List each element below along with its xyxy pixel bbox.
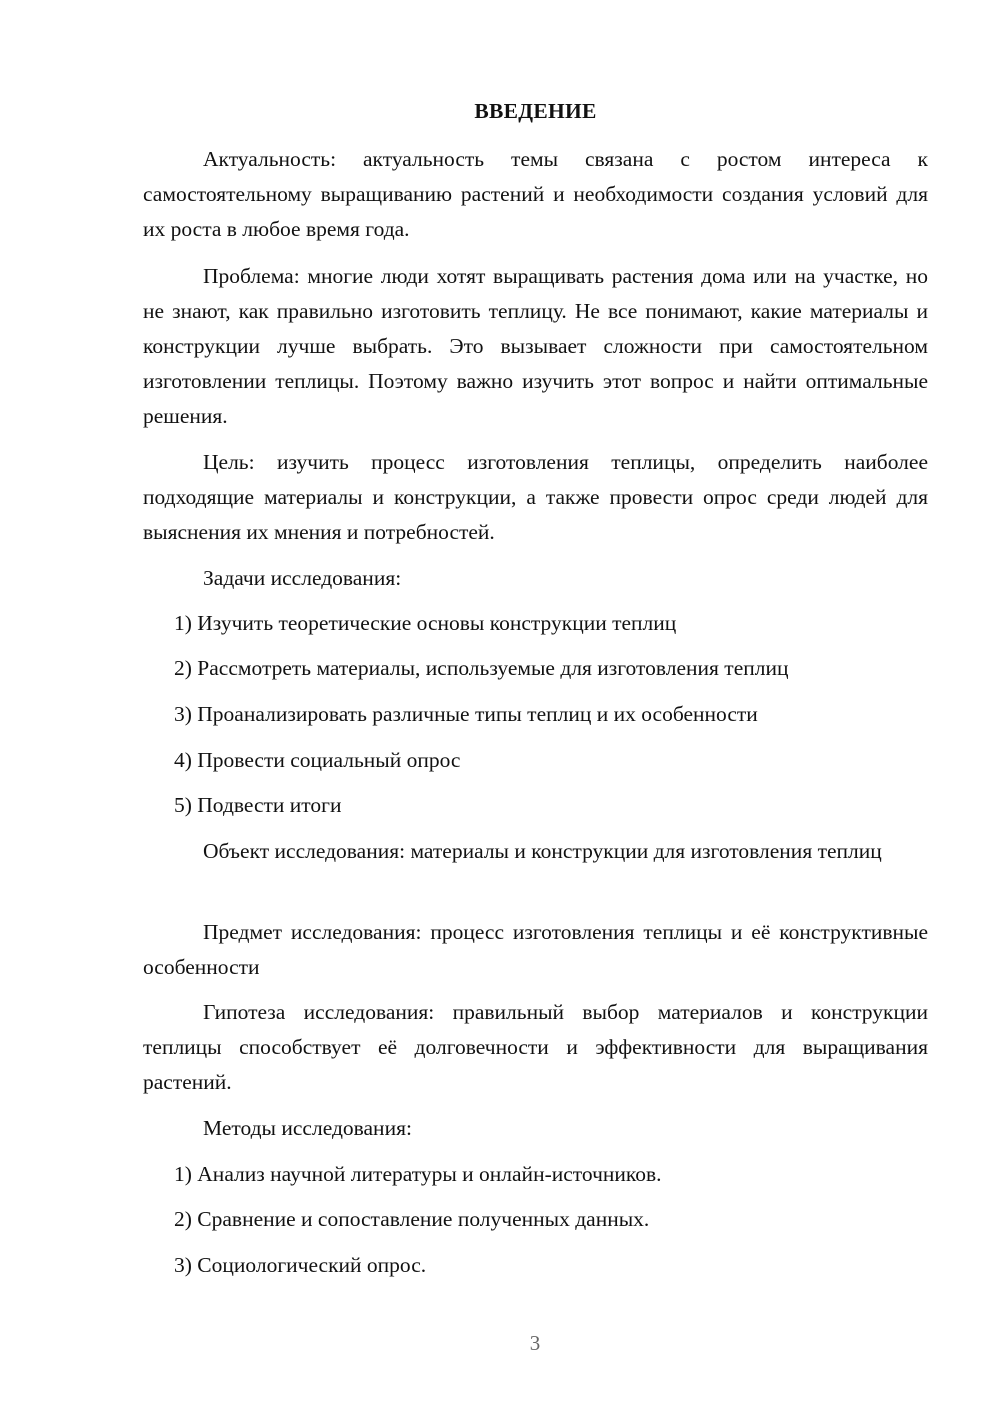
subject-block [143, 915, 928, 985]
page-number: 3 [529, 1331, 541, 1355]
relevance-paragraph: Актуальность: актуальность темы связана с ростом интереса к самостоятельному выращиванию растений и необходимости создания условий для их роста в любое время года. [143, 147, 928, 241]
hypothesis-paragraph: Гипотеза исследования: правильный выбор материалов и конструкции теплицы способствует её долговечности и эффективности для выращивания растений. [143, 1000, 928, 1094]
relevance-block [143, 142, 928, 247]
problem-block [143, 259, 928, 434]
object-block [143, 834, 928, 869]
tasks-heading: Задачи исследования: [203, 566, 402, 590]
task-item-5: 5) Подвести итоги [174, 793, 342, 817]
method-item-3: 3) Социологический опрос. [174, 1253, 427, 1277]
problem-paragraph: Проблема: многие люди хотят выращивать растения дома или на участке, но не знают, как правильно изготовить теплицу. Не все понимают, какие материалы и конструкции лучше выбрать. Это вызывает сложности при самостоятельном изготовлении теплицы. Поэтому важно изучить этот вопрос и найти оптимальные решения. [143, 264, 928, 428]
object-paragraph: Объект исследования: материалы и конструкции для изготовления теплиц [203, 839, 882, 863]
method-item-2: 2) Сравнение и сопоставление полученных данных. [174, 1207, 650, 1231]
methods-heading: Методы исследования: [203, 1116, 412, 1140]
goal-block [143, 445, 928, 550]
task-item-3: 3) Проанализировать различные типы теплиц и их особенности [174, 702, 758, 726]
hypothesis-block [143, 995, 928, 1100]
task-item-2: 2) Рассмотреть материалы, используемые для изготовления теплиц [174, 656, 789, 680]
method-item-1: 1) Анализ научной литературы и онлайн-источников. [174, 1162, 662, 1186]
subject-paragraph: Предмет исследования: процесс изготовления теплицы и её конструктивные особенности [143, 920, 928, 979]
page-title: ВВЕДЕНИЕ [474, 99, 597, 123]
task-item-1: 1) Изучить теоретические основы конструкции теплиц [174, 611, 677, 635]
task-item-4: 4) Провести социальный опрос [174, 748, 461, 772]
goal-paragraph: Цель: изучить процесс изготовления теплицы, определить наиболее подходящие материалы и конструкции, а также провести опрос среди людей для выяснения их мнения и потребностей. [143, 450, 928, 544]
